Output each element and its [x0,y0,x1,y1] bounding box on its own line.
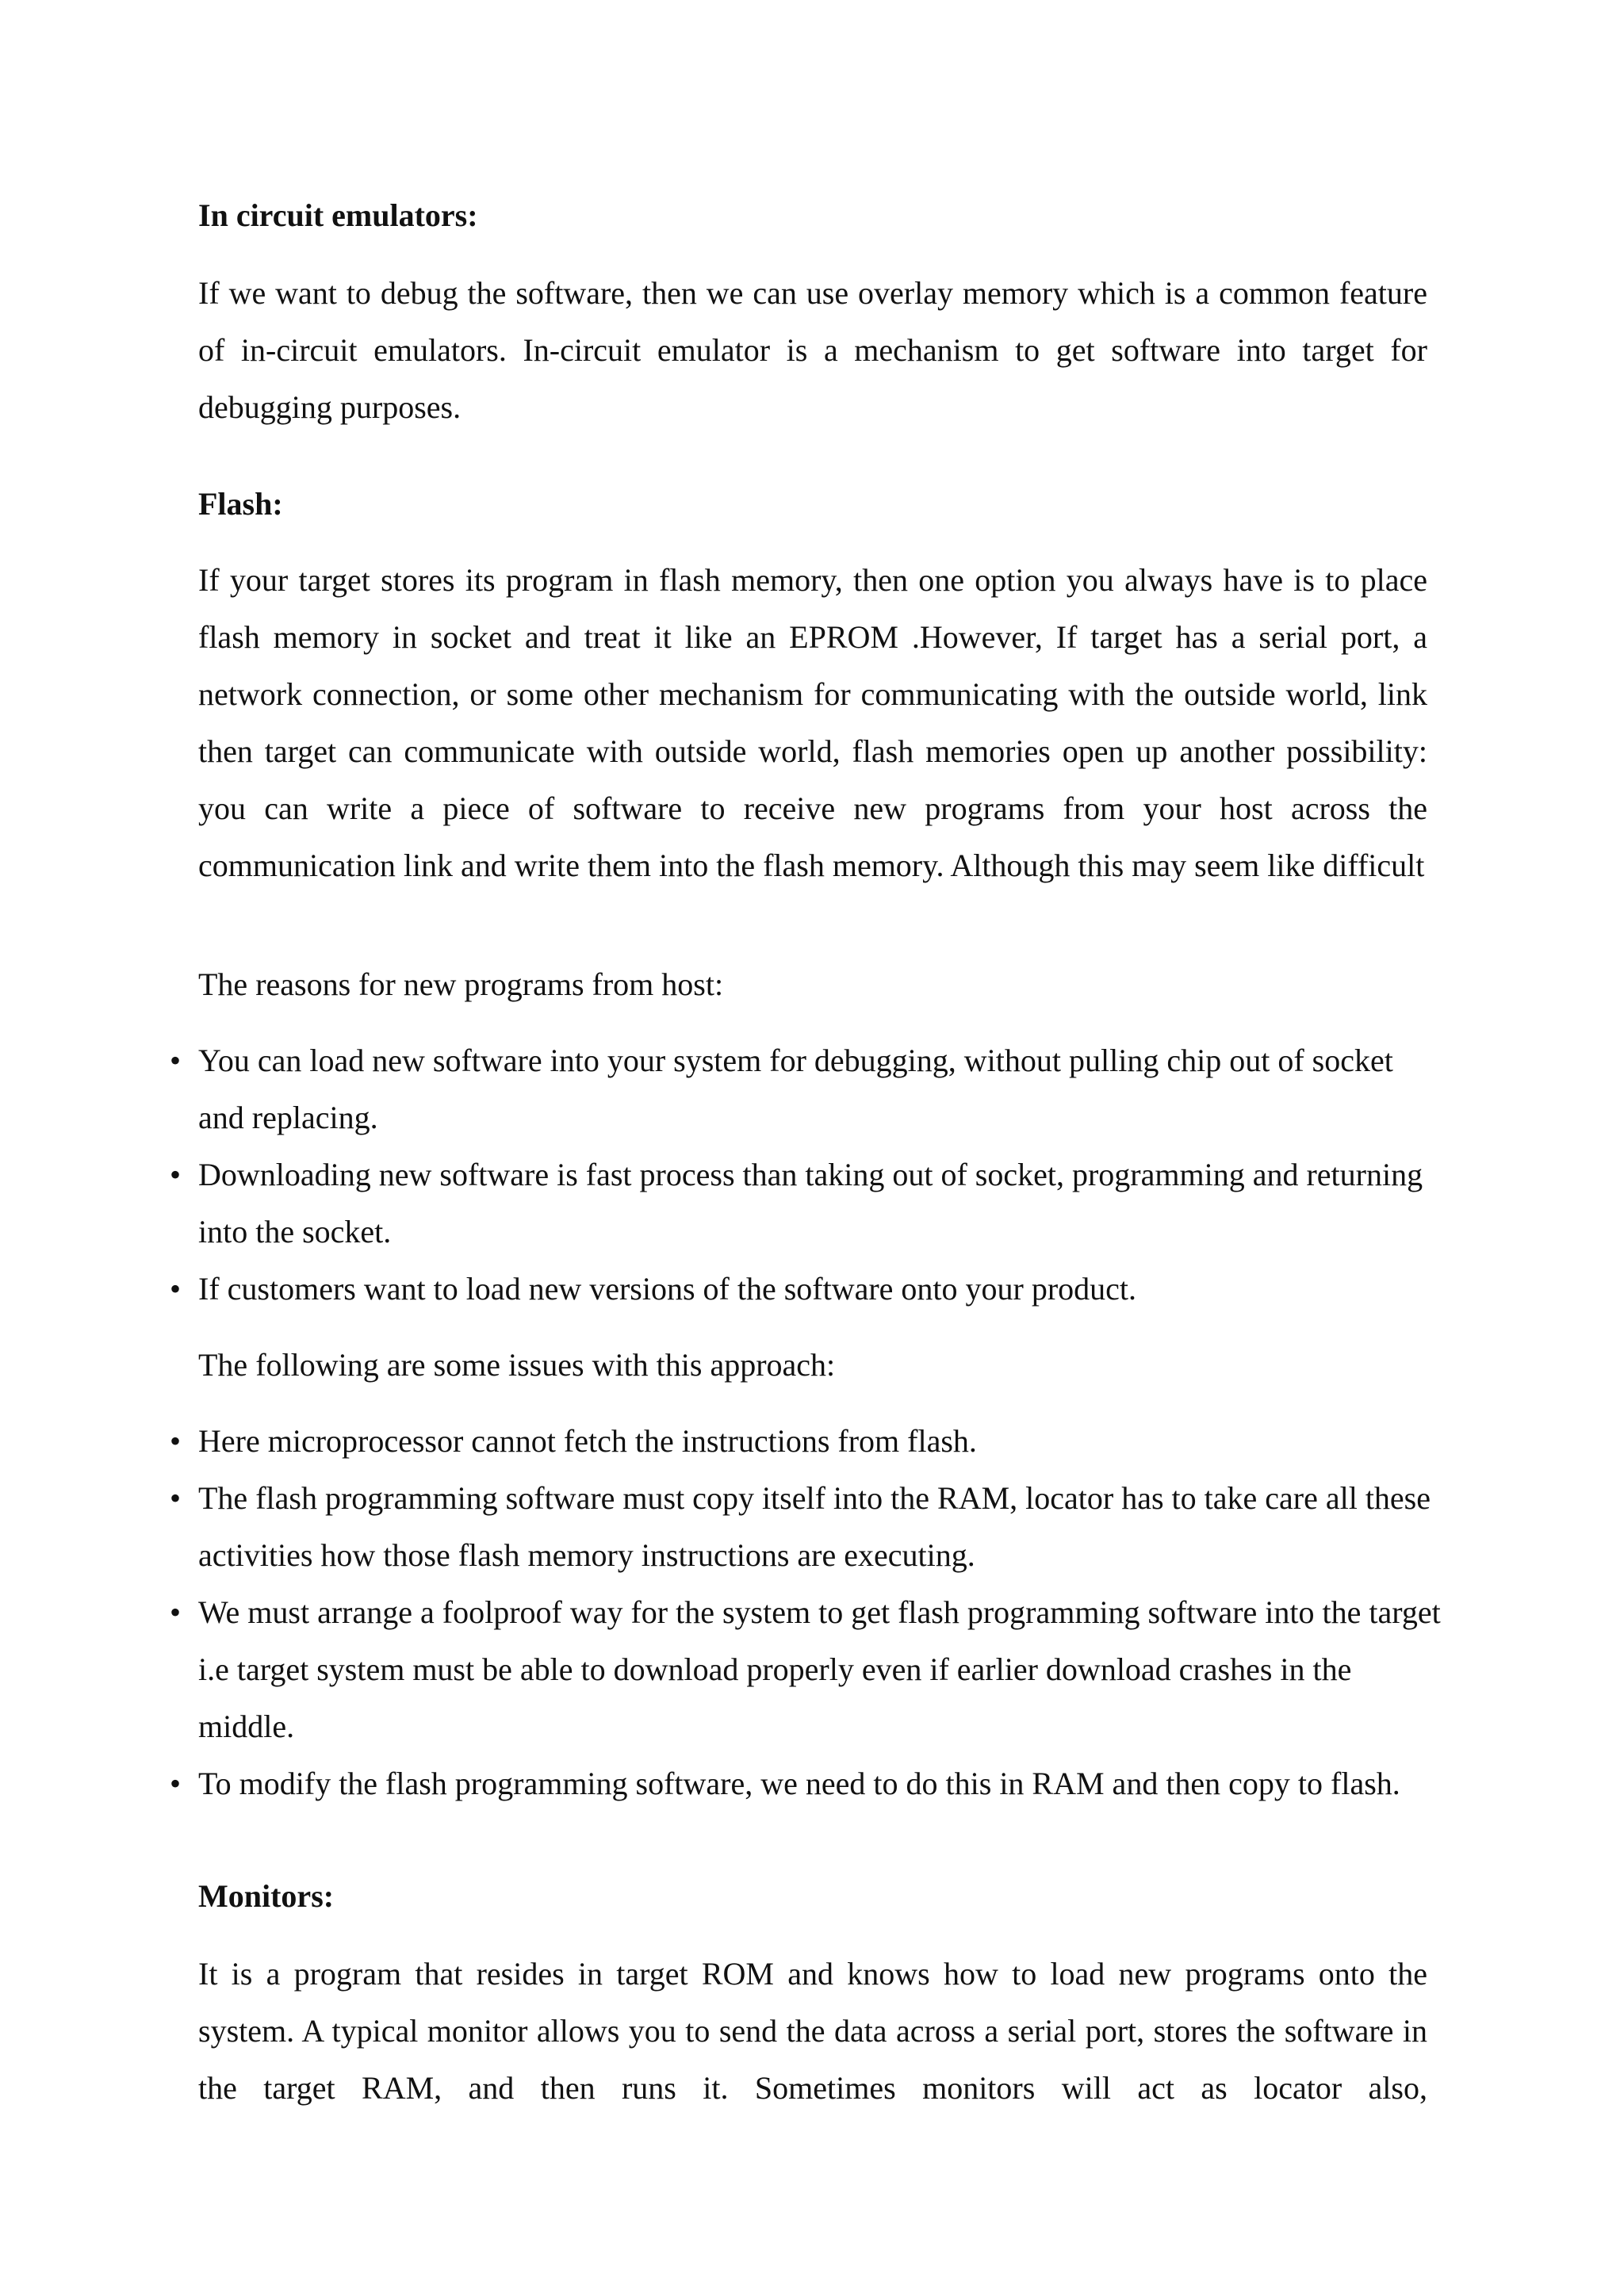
list-item [169,1261,1443,1318]
heading-flash: Flash: [198,486,283,522]
list-item [169,1413,1443,1470]
bullet-icon: • [169,1271,181,1307]
reasons-list [169,1032,1443,1318]
issues-intro: The following are some issues with this approach: [198,1347,836,1383]
issue-text: To modify the flash programming software, we need to do this in RAM and then copy to flash. [198,1766,1400,1801]
paragraph-in-circuit-emulators: If we want to debug the software, then we can use overlay memory which is a common feature of in-circuit emulators. In-circuit emulator is a mechanism to get software into target for debugging purposes. [198,275,1427,425]
bullet-icon: • [169,1043,181,1078]
list-item [169,1765,1443,1803]
reason-text: Downloading new software is fast process than taking out of socket, programming and returning into the socket. [198,1157,1423,1249]
paragraph-monitors: It is a program that resides in target ROM and knows how to load new programs onto the system. A typical monitor allows you to send the data across a serial port, stores the software in the target RAM, and then runs it. Sometimes monitors will act as locator also, [198,1956,1427,2106]
reason-text: If customers want to load new versions of the software onto your product. [198,1271,1137,1307]
list-item [169,1584,1443,1755]
bullet-icon: • [169,1480,181,1516]
list-item [169,1470,1443,1584]
issue-text: Here microprocessor cannot fetch the instructions from flash. [198,1423,977,1459]
paragraph-flash: If your target stores its program in flash memory, then one option you always have is to place flash memory in socket and treat it like an EPROM .However, If target has a serial port, a network connection, or some other mechanism for communicating with the outside world, link then target can communicate with outside world, flash memories open up another possibility: you can write a piece of software to receive new programs from your host across the communication link and write them into the flash memory. Although this may seem like difficult [198,562,1427,883]
heading-monitors: Monitors: [198,1878,335,1914]
list-item [169,1032,1443,1146]
list-item [169,1146,1443,1261]
reason-text: You can load new software into your system for debugging, without pulling chip out of socket and replacing. [198,1043,1393,1135]
issue-text: The flash programming software must copy itself into the RAM, locator has to take care all these activities how those flash memory instructions are executing. [198,1480,1431,1573]
issue-text: We must arrange a foolproof way for the system to get flash programming software into the target i.e target system must be able to download properly even if earlier download crashes in the middle. [198,1594,1441,1744]
heading-in-circuit-emulators: In circuit emulators: [198,197,478,233]
bullet-icon: • [169,1423,181,1459]
bullet-icon: • [169,1157,181,1192]
issues-list [169,1413,1443,1803]
bullet-icon: • [169,1766,181,1801]
reasons-intro: The reasons for new programs from host: [198,966,724,1002]
bullet-icon: • [169,1594,181,1630]
